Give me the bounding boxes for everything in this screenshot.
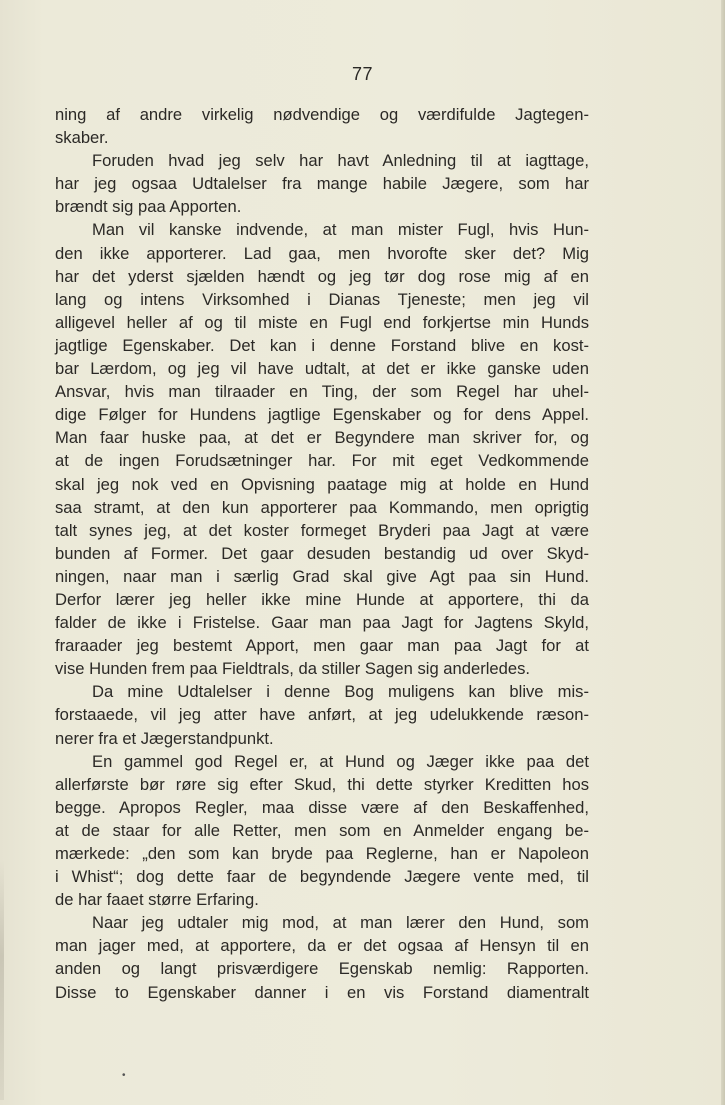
text-line: dige Følger for Hundens jagtlige Egenskaber og for dens Appel. <box>55 405 589 425</box>
text-line: har det yderst sjælden hændt og jeg tør dog rose mig af en <box>55 266 589 286</box>
page-number: 77 <box>351 64 374 84</box>
text-line: saa stramt, at den kun apporterer paa Kommando, men oprigtig <box>55 497 589 517</box>
text-line: at de staar for alle Retter, men som en Anmelder engang be- <box>55 820 589 840</box>
text-line: skaber. <box>55 128 109 148</box>
text-line: skal jeg nok ved en Opvisning paatage mig at holde en Hund <box>55 474 589 494</box>
text-line: falder de ikke i Fristelse. Gaar man paa Jagt for Jagtens Skyld, <box>55 613 589 633</box>
text-line: ning af andre virkelig nødvendige og værdifulde Jagtegen- <box>55 105 589 124</box>
text-line: Derfor lærer jeg heller ikke mine Hunde at apportere, thi da <box>55 589 589 609</box>
text-line: En gammel god Regel er, at Hund og Jæger ikke paa det <box>92 751 589 771</box>
text-line: Naar jeg udtaler mig mod, at man lærer den Hund, som <box>92 913 589 933</box>
text-line: nerer fra et Jægerstandpunkt. <box>55 728 274 748</box>
text-line: at de ingen Forudsætninger har. For mit eget Vedkommende <box>55 451 589 471</box>
text-line: anden og langt prisværdigere Egenskab nemlig: Rapporten. <box>55 959 589 979</box>
body-text <box>55 103 589 1004</box>
text-line: den ikke apporterer. Lad gaa, men hvorofte sker det? Mig <box>55 243 589 263</box>
text-line: bunden af Former. Det gaar desuden bestandig ud over Skyd- <box>55 543 589 563</box>
text-line: Foruden hvad jeg selv har havt Anledning til at iagttage, <box>92 151 589 171</box>
text-line: i Whist“; dog dette faar de begyndende Jægere vente med, til <box>55 867 589 887</box>
text-line: vise Hunden frem paa Fieldtrals, da stiller Sagen sig anderledes. <box>55 659 531 679</box>
text-line: allerførste bør røre sig efter Skud, thi dette styrker Kreditten hos <box>55 774 589 794</box>
text-line: talt synes jeg, at det koster formeget Bryderi paa Jagt at være <box>55 520 589 540</box>
text-line: Man vil kanske indvende, at man mister Fugl, hvis Hun- <box>92 220 589 240</box>
text-line: man jager med, at apportere, da er det ogsaa af Hensyn til en <box>55 936 589 956</box>
text-line: Da mine Udtalelser i denne Bog muligens kan blive mis- <box>92 682 589 702</box>
margin-shadow <box>0 860 4 1100</box>
text-line: Ansvar, hvis man tilraader en Ting, der som Regel har uhel- <box>55 382 589 402</box>
ink-speck: • <box>122 1070 126 1081</box>
text-line: Disse to Egenskaber danner i en vis Forstand diamentralt <box>55 982 589 1002</box>
text-line: de har faaet større Erfaring. <box>55 890 259 910</box>
text-line: fraraader jeg bestemt Apport, men gaar man paa Jagt for at <box>55 636 589 656</box>
text-line: Man faar huske paa, at det er Begyndere man skriver for, og <box>55 428 589 448</box>
text-line: jagtlige Egenskaber. Det kan i denne Forstand blive en kost- <box>55 335 589 355</box>
text-line: brændt sig paa Apporten. <box>55 197 242 217</box>
text-line: forstaaede, vil jeg atter have anført, at jeg udelukkende ræson- <box>55 705 589 725</box>
text-line: begge. Apropos Regler, maa disse være af den Beskaffenhed, <box>55 797 589 817</box>
text-line: alligevel heller af og til miste en Fugl end forkjertse min Hunds <box>55 312 589 332</box>
text-line: har jeg ogsaa Udtalelser fra mange habile Jægere, som har <box>55 174 589 194</box>
text-line: bar Lærdom, og jeg vil have udtalt, at det er ikke ganske uden <box>55 359 589 379</box>
text-line: mærkede: „den som kan bryde paa Reglerne, han er Napoleon <box>55 844 589 863</box>
text-line: lang og intens Virksomhed i Dianas Tjeneste; men jeg vil <box>55 289 589 309</box>
page-edge <box>721 0 725 1105</box>
text-line: ningen, naar man i særlig Grad skal give Agt paa sin Hund. <box>55 566 589 586</box>
